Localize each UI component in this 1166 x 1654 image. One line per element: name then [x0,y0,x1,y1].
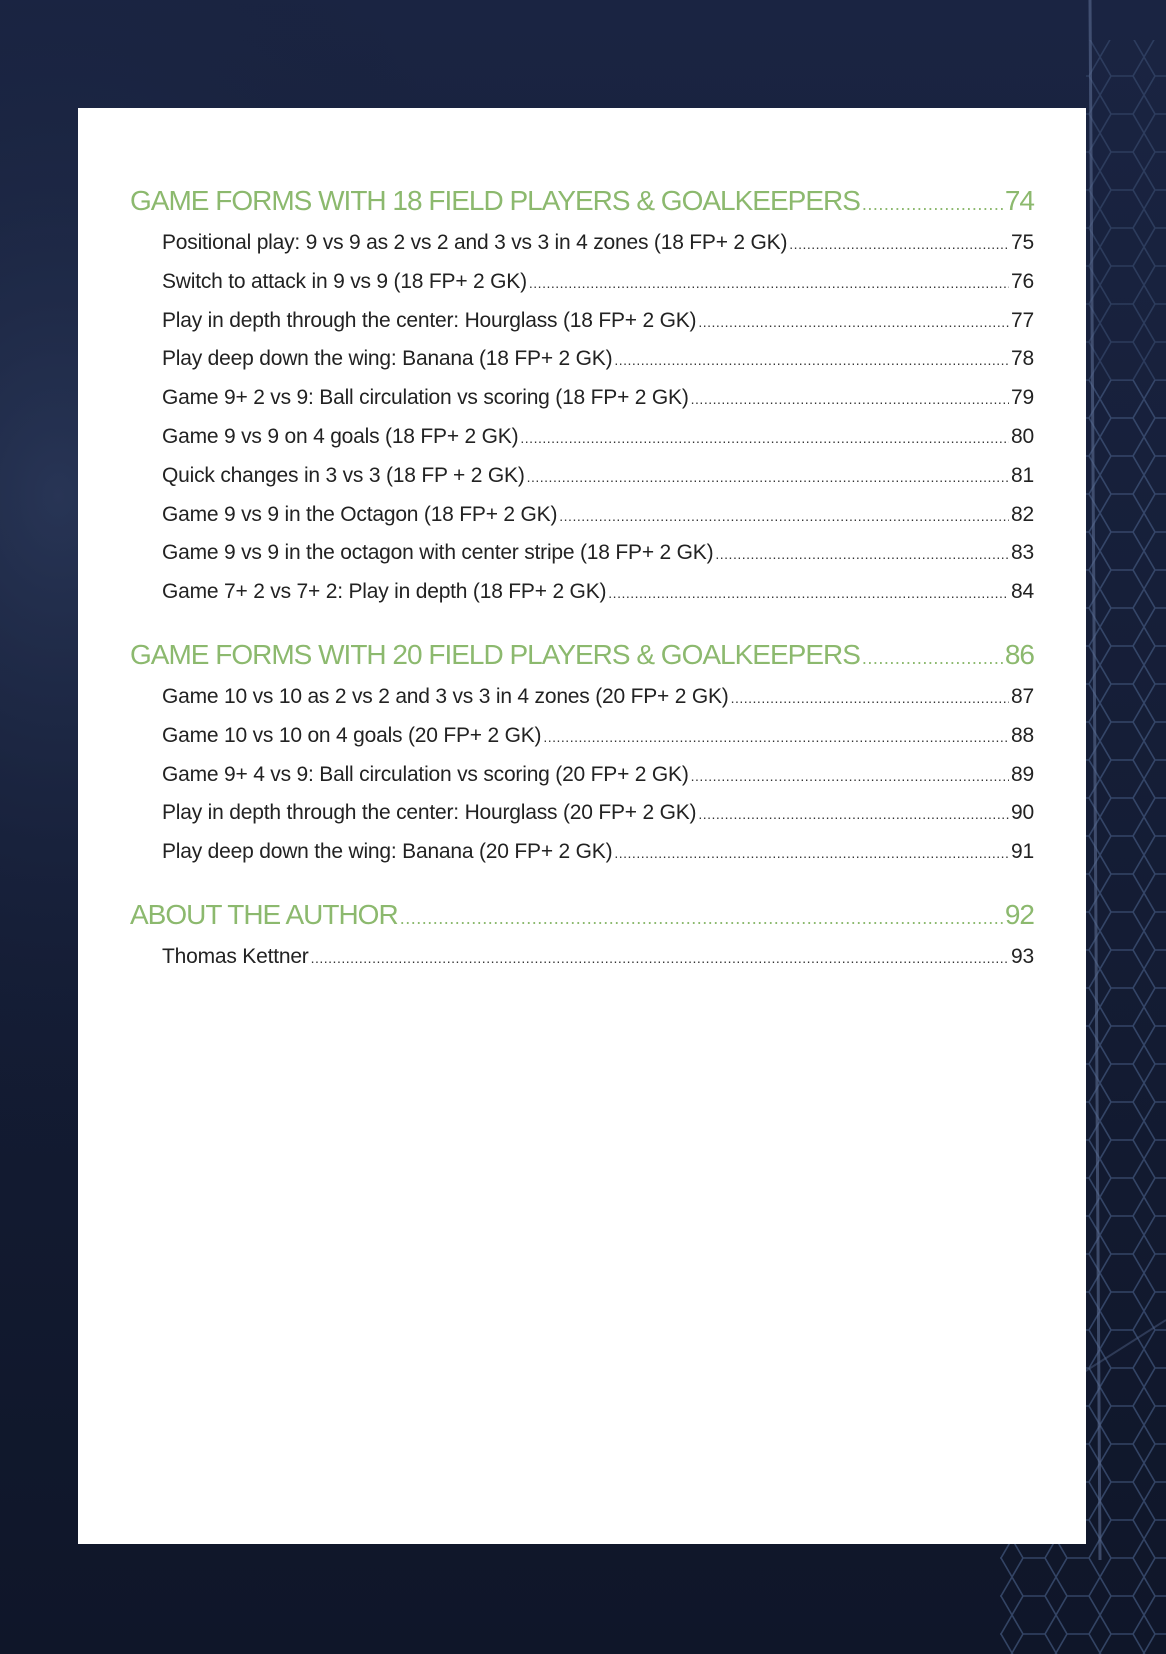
entry-title: Game 9 vs 9 in the Octagon (18 FP+ 2 GK) [162,502,558,526]
toc-page [78,108,1086,1544]
section-page-number: 92 [1004,898,1034,930]
toc-entry[interactable] [130,457,1034,496]
toc-entry[interactable] [130,418,1034,457]
dot-leader [698,795,1009,834]
section-title: GAME FORMS WITH 18 FIELD PLAYERS & GOALKEEPERS [130,185,860,216]
dot-leader [608,574,1009,613]
section-title: ABOUT THE AUTHOR [130,898,398,930]
dot-leader [543,718,1009,757]
toc-entry[interactable] [130,340,1034,379]
entry-page-number: 91 [1011,840,1034,864]
entry-page-number: 93 [1011,944,1034,968]
dot-leader [559,497,1009,536]
entry-page-number: 89 [1011,762,1034,786]
dot-leader [311,939,1009,978]
entry-title: Game 9 vs 9 in the octagon with center stripe (18 FP+ 2 GK) [162,541,714,565]
toc-entry[interactable] [130,496,1034,535]
toc-entry[interactable] [130,938,1034,977]
toc-section-heading[interactable] [130,178,1034,224]
entry-title: Thomas Kettner [162,944,309,968]
dot-leader [731,679,1009,718]
toc-section [130,892,1034,977]
toc-entry[interactable] [130,302,1034,341]
table-of-contents [130,178,1034,997]
entry-page-number: 82 [1011,502,1034,526]
entry-title: Game 10 vs 10 on 4 goals (20 FP+ 2 GK) [162,723,542,747]
entry-page-number: 88 [1011,723,1034,747]
entry-title: Game 9+ 4 vs 9: Ball circulation vs scoring (20 FP+ 2 GK) [162,762,689,786]
toc-entry[interactable] [130,224,1034,263]
entry-page-number: 80 [1011,424,1034,448]
entry-page-number: 79 [1011,386,1034,410]
dot-leader [715,535,1009,574]
entry-page-number: 87 [1011,684,1034,708]
entry-title: Game 10 vs 10 as 2 vs 2 and 3 vs 3 in 4 zones (20 FP+ 2 GK) [162,684,729,708]
entry-title: Play in depth through the center: Hourglass (20 FP+ 2 GK) [162,801,697,825]
section-page-number: 86 [1004,638,1034,670]
dot-leader [698,303,1009,342]
toc-entry[interactable] [130,534,1034,573]
entry-title: Switch to attack in 9 vs 9 (18 FP+ 2 GK) [162,269,527,293]
toc-entry[interactable] [130,263,1034,302]
toc-entry[interactable] [130,833,1034,872]
toc-section-heading[interactable] [130,892,1034,938]
toc-entry[interactable] [130,756,1034,795]
entry-page-number: 90 [1011,801,1034,825]
toc-entry[interactable] [130,573,1034,612]
dot-leader [527,458,1009,497]
entry-title: Game 9 vs 9 on 4 goals (18 FP+ 2 GK) [162,424,519,448]
dot-leader [862,635,1003,681]
entry-page-number: 78 [1011,347,1034,371]
entry-page-number: 76 [1011,269,1034,293]
dot-leader [529,264,1009,303]
toc-entry[interactable] [130,717,1034,756]
entry-page-number: 81 [1011,463,1034,487]
dot-leader [691,757,1009,796]
entry-title: Game 9+ 2 vs 9: Ball circulation vs scoring (18 FP+ 2 GK) [162,386,689,410]
toc-section-heading[interactable] [130,632,1034,678]
toc-entry[interactable] [130,379,1034,418]
entry-title: Game 7+ 2 vs 7+ 2: Play in depth (18 FP+ 2 GK) [162,580,607,604]
entry-title: Play deep down the wing: Banana (20 FP+ 2 GK) [162,840,613,864]
entry-page-number: 77 [1011,308,1034,332]
dot-leader [400,895,1003,941]
entry-page-number: 83 [1011,541,1034,565]
entry-title: Play deep down the wing: Banana (18 FP+ 2 GK) [162,347,613,371]
entry-title: Positional play: 9 vs 9 as 2 vs 2 and 3 vs 3 in 4 zones (18 FP+ 2 GK) [162,231,788,254]
toc-entry[interactable] [130,794,1034,833]
dot-leader [614,834,1009,873]
entry-page-number: 84 [1011,580,1034,604]
toc-section [130,178,1034,612]
dot-leader [614,341,1009,380]
toc-section [130,632,1034,872]
section-page-number: 74 [1004,185,1034,216]
entry-title: Quick changes in 3 vs 3 (18 FP + 2 GK) [162,463,525,487]
dot-leader [862,181,1003,227]
section-title: GAME FORMS WITH 20 FIELD PLAYERS & GOALKEEPERS [130,638,860,670]
toc-entry[interactable] [130,678,1034,717]
entry-page-number: 75 [1011,231,1034,254]
entry-title: Play in depth through the center: Hourglass (18 FP+ 2 GK) [162,308,697,332]
dot-leader [520,419,1009,458]
dot-leader [691,380,1009,419]
dot-leader [789,225,1009,264]
